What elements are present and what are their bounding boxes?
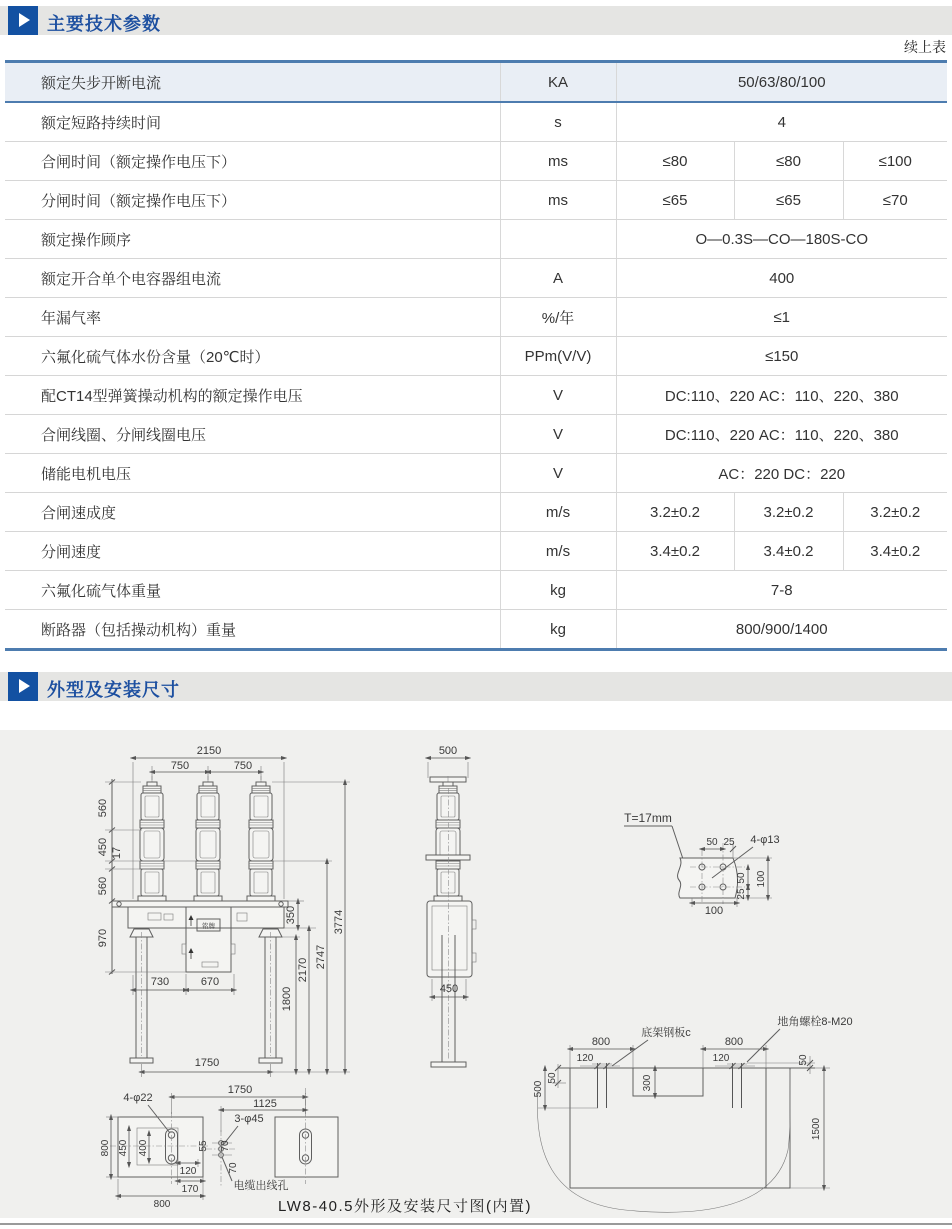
param-value-cell: 800/900/1400 <box>735 620 828 638</box>
table-row <box>5 298 947 337</box>
dimension-label: 4-φ22 <box>123 1092 153 1104</box>
param-value-cell: ≤150 <box>616 337 947 376</box>
param-unit-cell: V <box>500 415 616 454</box>
param-value-cell: 3.2±0.2 <box>734 493 843 532</box>
continued-note: 续上表 <box>904 39 946 55</box>
param-unit-cell: A <box>500 259 616 298</box>
param-unit-cell: KA <box>500 62 616 103</box>
side-view <box>426 758 476 1067</box>
param-name-cell: 年漏气率 <box>5 298 500 337</box>
dimension-label: 55 <box>198 1140 209 1152</box>
dimension-label: 120 <box>712 1053 730 1064</box>
dimension-label: 730 <box>150 976 170 988</box>
dimension-label: T=17mm <box>624 811 672 825</box>
param-value-cell: ≤100 <box>843 142 947 181</box>
dimension-label: 670 <box>200 976 220 988</box>
table-row <box>5 532 947 571</box>
table-row <box>5 454 947 493</box>
dimension-label: 2150 <box>196 745 222 757</box>
param-name-cell: 额定操作顾序 <box>5 220 500 259</box>
dimension-label: 70 <box>228 1162 239 1174</box>
param-value-cell: ≤80 <box>734 142 843 181</box>
param-value-cell: 3.4±0.2 <box>843 532 947 571</box>
dimension-label: 1750 <box>194 1057 220 1069</box>
table-row <box>5 493 947 532</box>
dimension-label: 450 <box>118 1139 129 1157</box>
param-unit-cell: %/年 <box>500 298 616 337</box>
param-unit-cell: ms <box>500 181 616 220</box>
dimension-label: 1800 <box>281 986 293 1012</box>
param-name-cell: 额定失步开断电流 <box>5 62 500 103</box>
param-name-cell: 分闸时间（额定操作电压下） <box>5 181 500 220</box>
param-name-cell: 六氟化硫气体重量 <box>5 571 500 610</box>
param-value-cell: 400 <box>616 259 947 298</box>
param-name-cell: 分闸速度 <box>5 532 500 571</box>
dimension-label: 17 <box>111 846 123 860</box>
param-name-cell: 断路器（包括操动机构）重量 <box>5 610 500 650</box>
param-unit-cell: PPm(V/V) <box>500 337 616 376</box>
dimension-label: 地角螺栓8-M20 <box>777 1016 853 1028</box>
param-value-cell: 50/63/80/100 <box>616 62 947 103</box>
param-name-cell: 储能电机电压 <box>5 454 500 493</box>
table-row <box>5 181 947 220</box>
param-name-cell: 合闸时间（额定操作电压下） <box>5 142 500 181</box>
dimension-label: 120 <box>179 1166 197 1177</box>
table-row <box>5 220 947 259</box>
param-value-cell: 7-8 <box>616 571 947 610</box>
section-header-main-params <box>0 6 952 35</box>
tech-params-table <box>5 60 947 651</box>
dimension-label: 1500 <box>811 1117 822 1141</box>
dimension-label: 电缆出线孔 <box>233 1180 289 1192</box>
section-header-outline <box>0 672 952 701</box>
param-name-cell: 合闸速成度 <box>5 493 500 532</box>
param-value-cell: 3.2±0.2 <box>843 493 947 532</box>
dimension-label: 750 <box>233 760 253 772</box>
param-value-cell: 3.4±0.2 <box>734 532 843 571</box>
param-value-cell: ≤1 <box>616 298 947 337</box>
table-row <box>5 259 947 298</box>
param-unit-cell: kg <box>500 610 616 650</box>
dimension-label: 50 <box>547 1072 558 1084</box>
page-bottom-border <box>0 1223 952 1225</box>
dimension-label: 4-φ13 <box>750 834 780 846</box>
dimension-label: 70 <box>220 1140 231 1152</box>
param-value-cell: DC:110、220 AC：110、220、380 <box>616 415 947 454</box>
dimension-label: 500 <box>438 745 458 757</box>
dimension-label: 3-φ45 <box>234 1113 264 1125</box>
dimension-label: 3774 <box>333 909 345 935</box>
dimension-label: 25 <box>736 888 747 900</box>
param-unit-cell: m/s <box>500 493 616 532</box>
param-name-cell: 额定开合单个电容器组电流 <box>5 259 500 298</box>
param-unit-cell: kg <box>500 571 616 610</box>
table-row <box>5 610 947 650</box>
param-name-cell: 配CT14型弹簧操动机构的额定操作电压 <box>5 376 500 415</box>
dimension-label: 350 <box>285 905 297 925</box>
dimension-label: 1125 <box>253 1098 277 1110</box>
dimension-label: 底架钢板c <box>641 1027 691 1039</box>
param-value-cell: 4 <box>616 102 947 142</box>
dimension-label: 50 <box>736 872 747 884</box>
dimension-label: 300 <box>642 1074 653 1092</box>
section-arrow-icon <box>8 6 38 35</box>
param-value-cell: ≤80 <box>616 142 734 181</box>
table-row <box>5 102 947 142</box>
section-arrow-icon <box>8 672 38 701</box>
front-view <box>105 758 350 1077</box>
dimension-label: 100 <box>704 905 724 917</box>
param-value-cell: ≤70 <box>843 181 947 220</box>
param-value-cell: ≤65 <box>734 181 843 220</box>
dimension-label: 50 <box>798 1054 809 1066</box>
table-row <box>5 142 947 181</box>
drawing-caption: LW8-40.5外形及安装尺寸图(内置) <box>278 1198 532 1215</box>
table-row <box>5 62 947 103</box>
outline-drawing-area <box>0 730 952 1218</box>
dimension-label: 100 <box>756 870 767 888</box>
dimension-label: 2747 <box>315 944 327 970</box>
dimension-label: 450 <box>97 837 109 857</box>
dimension-label: 800 <box>153 1199 171 1210</box>
dimension-label: 120 <box>576 1053 594 1064</box>
dimension-label: 50 <box>706 837 718 848</box>
nameplate-label: 铭牌 <box>202 923 215 930</box>
dimension-label: 800 <box>100 1139 111 1157</box>
param-unit-cell: V <box>500 454 616 493</box>
param-value-cell: ≤65 <box>616 181 734 220</box>
section-title-outline: 外型及安装尺寸 <box>47 680 180 700</box>
param-value-cell: DC:110、220 AC：110、220、380 <box>616 376 947 415</box>
dimension-label: 800 <box>724 1036 744 1048</box>
dimension-label: 2170 <box>297 957 309 983</box>
dimension-label: 750 <box>170 760 190 772</box>
param-unit-cell: s <box>500 102 616 142</box>
dimension-label: 25 <box>723 837 735 848</box>
dimension-label: 800 <box>591 1036 611 1048</box>
table-row <box>5 415 947 454</box>
table-row <box>5 337 947 376</box>
dimension-label: 970 <box>97 928 109 948</box>
param-value-cell: 3.4±0.2 <box>616 532 734 571</box>
param-unit-cell: m/s <box>500 532 616 571</box>
dimension-label: 560 <box>97 876 109 896</box>
param-unit-cell: V <box>500 376 616 415</box>
dimension-label: 170 <box>181 1184 199 1195</box>
dimension-label: 500 <box>533 1080 544 1098</box>
dimension-label: 450 <box>439 983 459 995</box>
param-unit-cell <box>500 220 616 259</box>
param-unit-cell: ms <box>500 142 616 181</box>
section-title-main-params: 主要技术参数 <box>47 14 161 34</box>
table-row <box>5 571 947 610</box>
dimension-label: 560 <box>97 798 109 818</box>
dimension-label: 1750 <box>227 1084 253 1096</box>
param-name-cell: 合闸线圈、分闸线圈电压 <box>5 415 500 454</box>
param-value-cell: O—0.3S—CO—180S-CO <box>616 220 947 259</box>
param-name-cell: 额定短路持续时间 <box>5 102 500 142</box>
table-row <box>5 376 947 415</box>
param-value-cell: 3.2±0.2 <box>616 493 734 532</box>
param-name-cell: 六氟化硫气体水份含量（20℃时） <box>5 337 500 376</box>
dimension-drawing <box>0 730 952 1218</box>
param-value-cell: AC：220 DC：220 <box>616 454 947 493</box>
dimension-label: 400 <box>138 1139 149 1157</box>
